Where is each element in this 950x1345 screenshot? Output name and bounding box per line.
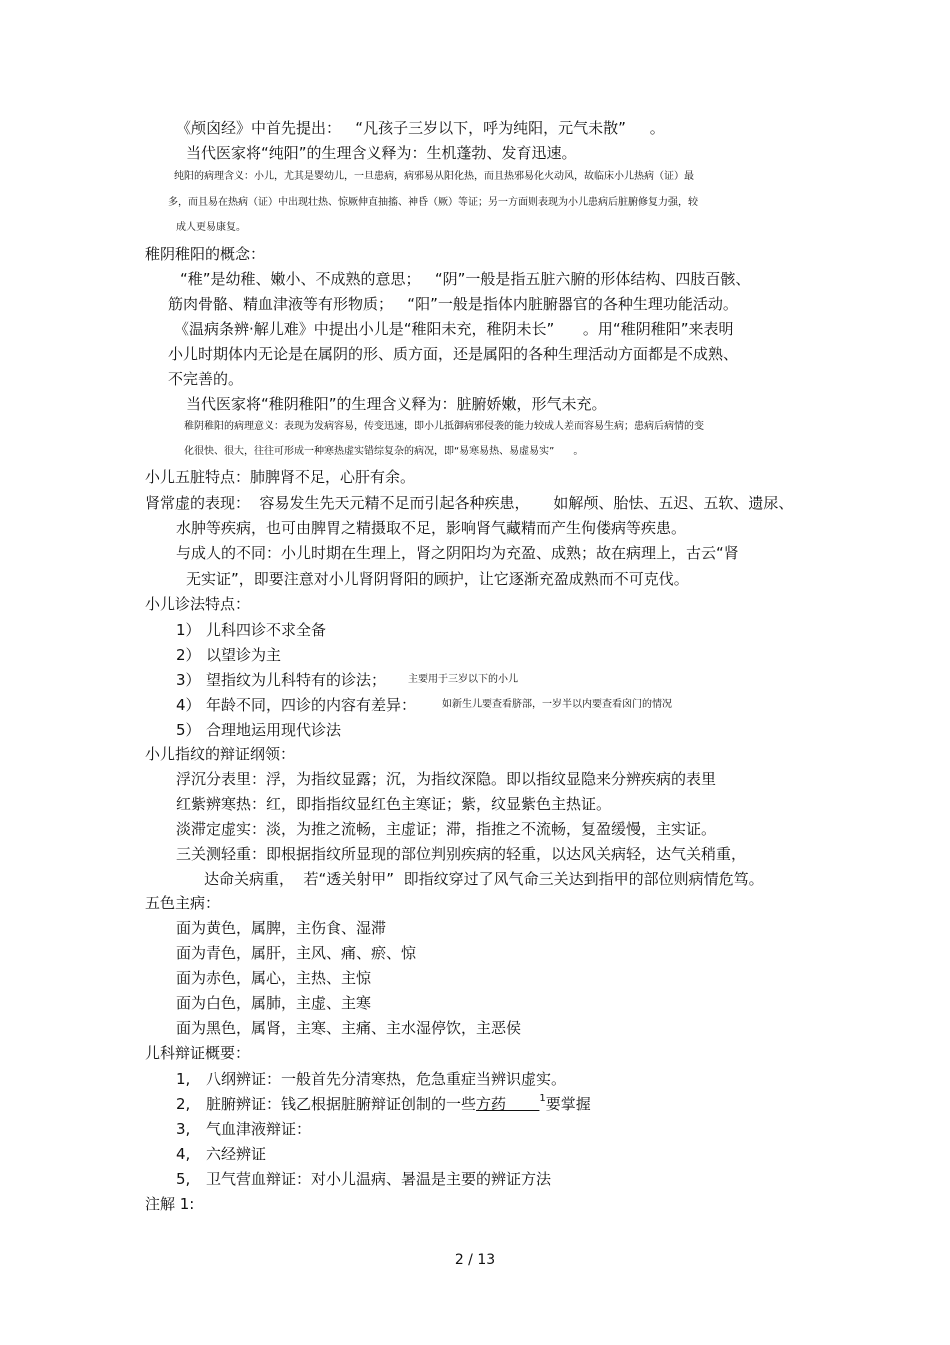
side-note: 如新生儿要查看脐部，一岁半以内要查看囟门的情况	[442, 699, 672, 710]
list-text: 八纲辨证：一般首先分清寒热，危急重症当辨识虚实。	[206, 1070, 567, 1088]
para-text: “稚”是幼稚、嫩小、不成熟的意思； “阴”一般是指五脏六腑的形体结构、四肢百骸、	[180, 270, 751, 288]
para-text: 水肿等疾病，也可由脾胃之精摄取不足，影响肾气藏精而产生佝偻病等疾患。	[176, 519, 687, 537]
list-item	[176, 1095, 591, 1116]
para-text: 肾常虚的表现： 容易发生先天元精不足而引起各种疾患， 如解颅、胎怯、五迟、五软、遗尿、	[145, 494, 794, 512]
para-text: 面为黄色，属脾，主伤食、湿滞	[176, 919, 387, 937]
section-heading: 儿科辩证概要：	[145, 1044, 251, 1062]
list-item	[176, 1170, 551, 1188]
para-text: 《颅囟经》中首先提出： “凡孩子三岁以下，呼为纯阳，元气未散” 。	[176, 119, 665, 137]
list-text: 脏腑辨证：钱乙根据脏腑辩证创制的一些	[206, 1095, 477, 1113]
para-text: 浮沉分表里：浮，为指纹显露；沉，为指纹深隐。即以指纹显隐来分辨疾病的表里	[176, 770, 717, 788]
list-number: 2）	[176, 646, 201, 664]
list-number: 2,	[176, 1095, 191, 1113]
footnote-marker: 1	[539, 1093, 546, 1104]
side-note: 主要用于三岁以下的小儿	[408, 674, 518, 685]
list-text: 气血津液辩证：	[206, 1120, 312, 1138]
list-item	[176, 671, 386, 689]
para-text: 淡滞定虚实：淡，为推之流畅，主虚证；滞，指推之不流畅，复盈缓慢，主实证。	[176, 820, 717, 838]
list-item	[176, 621, 326, 639]
list-number: 3,	[176, 1120, 191, 1138]
section-heading: 五色主病：	[145, 894, 221, 912]
list-number: 5,	[176, 1170, 191, 1188]
para-text: 面为青色，属肝，主风、痛、瘀、惊	[176, 944, 417, 962]
section-heading: 稚阴稚阳的概念：	[145, 245, 266, 263]
list-text: 要掌握	[545, 1095, 591, 1113]
para-text: 当代医家将“纯阳”的生理含义释为：生机蓬勃、发育迅速。	[186, 144, 577, 162]
section-heading: 小儿诊法特点：	[145, 595, 251, 613]
para-text: 筋肉骨骼、精血津液等有形物质； “阳”一般是指体内脏腑器官的各种生理功能活动。	[168, 295, 738, 313]
para-text: 小儿时期体内无论是在属阴的形、质方面，还是属阳的各种生理活动方面都是不成熟、	[168, 345, 739, 363]
list-item	[176, 696, 416, 714]
para-text: 不完善的。	[168, 370, 244, 388]
para-text: 面为黑色，属肾，主寒、主痛、主水湿停饮，主恶侯	[176, 1019, 522, 1037]
list-item	[176, 1070, 566, 1088]
list-text: 以望诊为主	[206, 646, 282, 664]
list-number: 4）	[176, 696, 201, 714]
list-text: 六经辨证	[206, 1145, 267, 1163]
small-text: 稚阴稚阳的病理意义：表现为发病容易，传变迅速，即小儿抵御病邪侵袭的能力较成人差而容易生病；患病后病情的变	[184, 421, 704, 432]
list-number: 1）	[176, 621, 201, 639]
section-heading: 小儿指纹的辩证纲领：	[145, 745, 296, 763]
para-text: 无实证”，即要注意对小儿肾阴肾阳的顾护，让它逐渐充盈成熟而不可克伐。	[186, 570, 689, 588]
small-text: 化很快、很大，往往可形成一种寒热虚实错综复杂的病况，即“易寒易热、易虚易实” 。	[184, 446, 584, 457]
para-text: 《温病条辨·解儿难》中提出小儿是“稚阳未充，稚阴未长” 。用“稚阴稚阳”来表明	[174, 320, 734, 338]
para-text: 面为赤色，属心，主热、主惊	[176, 969, 372, 987]
list-item	[176, 1120, 311, 1138]
small-text: 多，而且易在热病（证）中出现壮热、惊厥伸直抽搐、神昏（厥）等证；另一方面则表现为小儿患病后脏腑修复力强，较	[168, 197, 698, 208]
page-number: 2 / 13	[454, 1252, 496, 1268]
list-text: 儿科四诊不求全备	[206, 621, 327, 639]
small-text: 成人更易康复。	[176, 222, 246, 233]
list-text: 望指纹为儿科特有的诊法；	[206, 671, 387, 689]
list-number: 3）	[176, 671, 201, 689]
para-text: 当代医家将“稚阴稚阳”的生理含义释为：脏腑娇嫩，形气未充。	[186, 395, 607, 413]
list-number: 5）	[176, 721, 201, 739]
footnote-label: 注解 1:	[145, 1195, 195, 1213]
small-text: 纯阳的病理含义：小儿，尤其是婴幼儿，一旦患病，病邪易从阳化热，而且热邪易化火动风，故临床小儿热病（证）最	[174, 171, 694, 182]
para-text: 红紫辨寒热：红，即指指纹显红色主寒证；紫，纹显紫色主热证。	[176, 795, 612, 813]
para-text: 达命关病重， 若“透关射甲” 即指纹穿过了风气命三关达到指甲的部位则病情危笃。	[204, 870, 764, 888]
para-text: 与成人的不同：小儿时期在生理上，肾之阴阳均为充盈、成熟；故在病理上，古云“肾	[176, 544, 739, 562]
section-heading: 小儿五脏特点：肺脾肾不足，心肝有余。	[145, 468, 416, 486]
list-text: 年龄不同，四诊的内容有差异：	[206, 696, 417, 714]
list-text: 合理地运用现代诊法	[206, 721, 342, 739]
footnote-link[interactable]: 方药	[476, 1095, 540, 1113]
list-item	[176, 1145, 266, 1163]
list-item	[176, 646, 281, 664]
list-item	[176, 721, 341, 739]
list-number: 1,	[176, 1070, 191, 1088]
para-text: 三关测轻重：即根据指纹所显现的部位判别疾病的轻重，以达风关病轻，达气关稍重，	[176, 845, 747, 863]
list-number: 4,	[176, 1145, 191, 1163]
list-text: 卫气营血辩证：对小儿温病、暑温是主要的辨证方法	[206, 1170, 552, 1188]
para-text: 面为白色，属肺，主虚、主寒	[176, 994, 372, 1012]
